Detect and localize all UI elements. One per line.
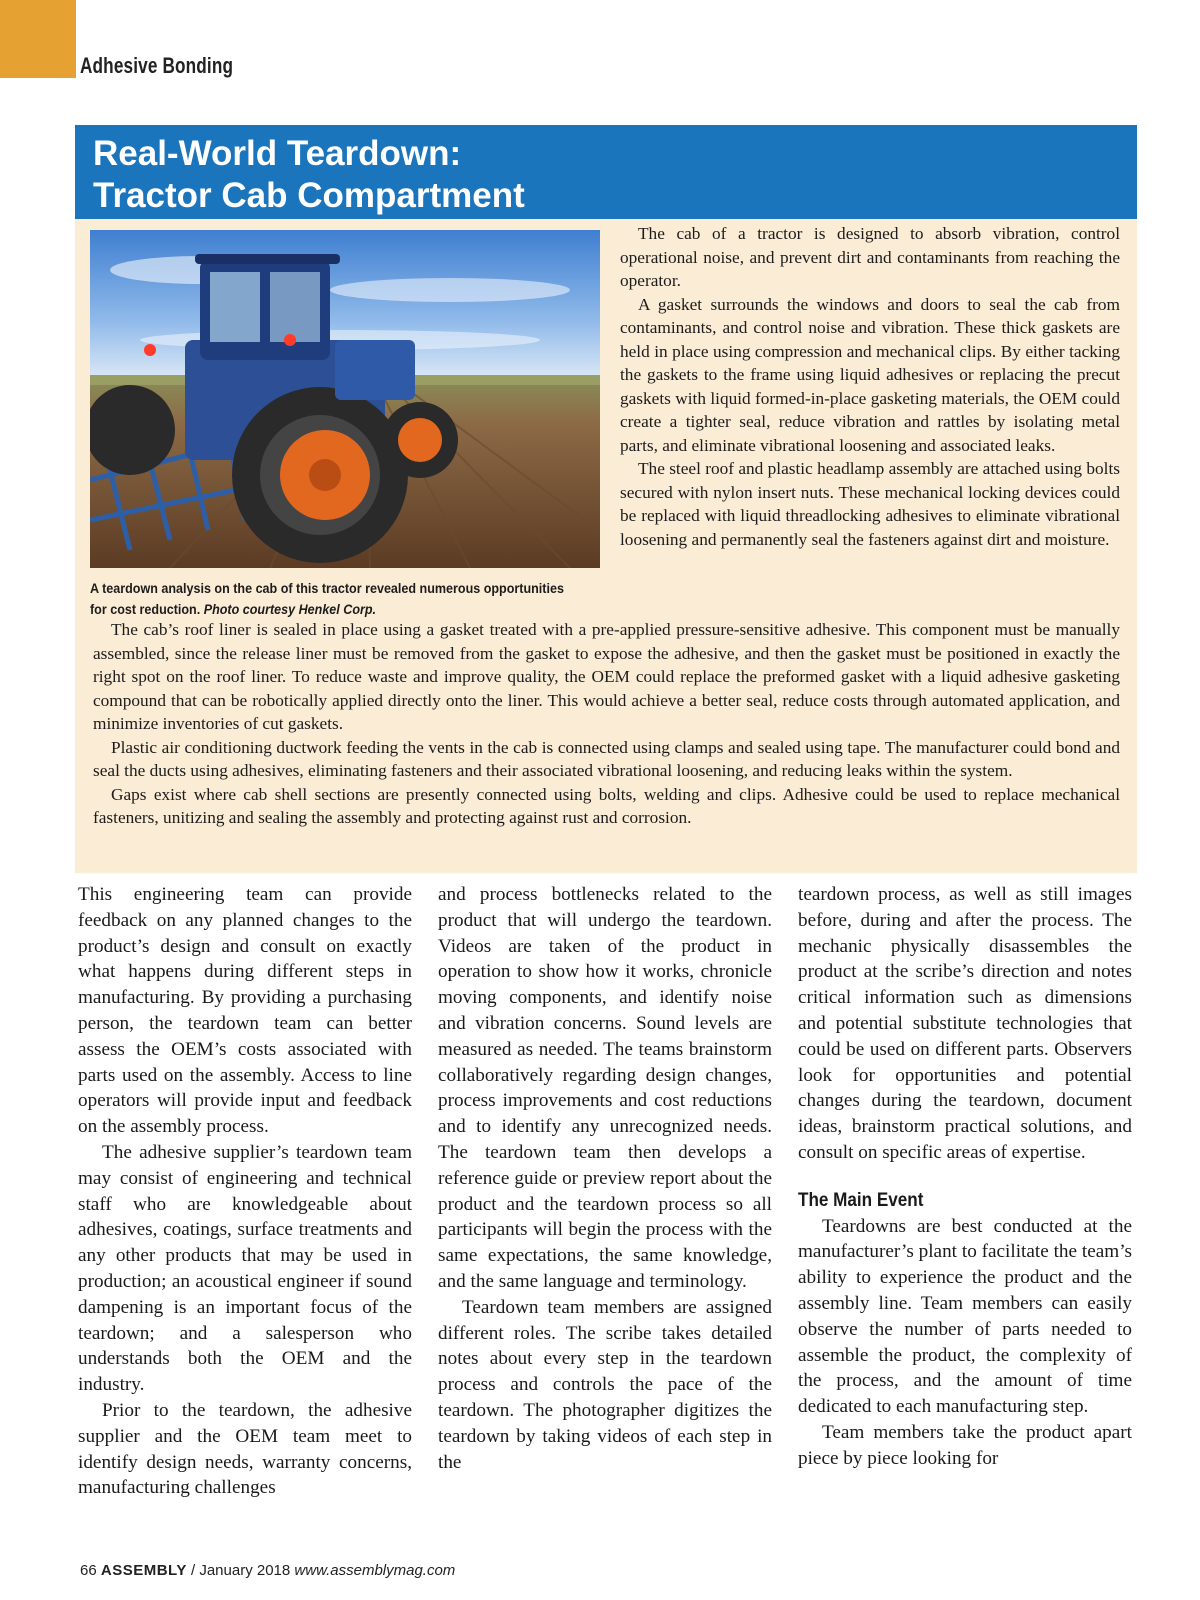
sidebar-title-line-1: Real-World Teardown: xyxy=(93,134,462,173)
body-paragraph: and process bottlenecks related to the product that will undergo the teardown. Videos are taken of the product in operation to show how it works, chronicle moving components, and identify noise and vibration concerns. Sound levels are measured as needed. The teams brainstorm collaboratively regarding design changes, process improvements and cost reductions and to identify any unrecognized needs. The teardown team then develops a reference guide or preview report about the product and the teardown process so all participants will begin the process with the same expectations, the same knowledge, and the same language and terminology. xyxy=(438,884,772,1292)
page-number: 66 xyxy=(80,1562,97,1579)
sidebar-header xyxy=(75,125,1137,219)
body-column-1 xyxy=(78,882,412,1501)
sidebar-paragraph: The steel roof and plastic headlamp assembly are attached using bolts secured with nylon insert nuts. These mechanical locking devices could be replaced with liquid threadlocking adhesives to eliminate vibrational loosening and permanently seal the fasteners against dirt and moisture. xyxy=(620,459,1120,549)
section-accent-tab xyxy=(0,0,76,78)
body-paragraph: Teardowns are best conducted at the manufacturer’s plant to facilitate the team’s ability to experience the product and the assembly line. Team members can easily observe the number of parts needed to assemble the product, the complexity of the process, and the amount of time dedicated to each manufacturing step. xyxy=(798,1215,1132,1418)
page-footer xyxy=(80,1562,455,1579)
sidebar-right-text xyxy=(620,222,1120,551)
body-paragraph: This engineering team can provide feedback on any planned changes to the product’s design and consult on exactly what happens during different steps in manufacturing. By providing a purchasing person, the teardown team can better assess the OEM’s costs associated with parts used on the assembly. Access to line operators will provide input and feedback on the assembly process. xyxy=(78,884,412,1138)
body-paragraph: Teardown team members are assigned different roles. The scribe takes detailed notes about every step in the teardown process and controls the pace of the teardown. The photographer digitizes the teardown by taking videos of each step in the xyxy=(438,1296,772,1473)
body-paragraph: The adhesive supplier’s teardown team may consist of engineering and technical staff who are knowledgeable about adhesives, coatings, surface treatments and any other products that may be used in production; an acoustical engineer if sound dampening is an important focus of the teardown; and a salesperson who understands both the OEM and the industry. xyxy=(78,1141,412,1396)
body-paragraph: Team members take the product apart piece by piece looking for xyxy=(798,1421,1132,1469)
subhead-main-event: The Main Event xyxy=(798,1189,924,1211)
sidebar-box xyxy=(75,125,1137,873)
sidebar-paragraph: Plastic air conditioning ductwork feeding the vents in the cab is connected using clamps and sealed using tape. The manufacturer could bond and seal the ducts using adhesives, eliminating fasteners and their associated vibrational loosening, and reducing leaks within the system. xyxy=(93,737,1120,780)
body-column-2 xyxy=(438,882,772,1475)
body-paragraph: teardown process, as well as still images before, during and after the process. The mechanic physically disassembles the product at the scribe’s direction and notes critical information such as dimensions and potential substitute technologies that could be used on different parts. Observers look for opportunities and potential changes during the teardown, document ideas, brainstorm practical solutions, and consult on specific areas of expertise. xyxy=(798,884,1132,1163)
caption-text: A teardown analysis on the cab of this tractor revealed numerous opportunities for cost reduction. xyxy=(90,581,564,617)
magazine-name: ASSEMBLY xyxy=(100,1562,187,1579)
sidebar-paragraph: The cab’s roof liner is sealed in place using a gasket treated with a pre-applied pressure-sensitive adhesive. This component must be manually assembled, since the release liner must be removed from the gasket to expose the adhesive, and then the gasket must be positioned in exactly the right spot on the roof liner. To reduce waste and improve quality, the OEM could replace the preformed gasket with a liquid adhesive gasketing compound that can be robotically applied directly onto the liner. This would achieve a better seal, reduce costs through automated application, and minimize inventories of cut gaskets. xyxy=(93,620,1120,733)
sidebar-paragraph: Gaps exist where cab shell sections are presently connected using bolts, welding and clips. Adhesive could be used to replace mechanical fasteners, unitizing and sealing the assembly and protecting against rust and corrosion. xyxy=(93,784,1120,827)
photo-caption xyxy=(90,578,564,620)
issue-date: / January 2018 xyxy=(191,1562,291,1579)
sidebar-title xyxy=(93,133,525,217)
sidebar-full-text xyxy=(93,618,1120,830)
sidebar-title-line-2: Tractor Cab Compartment xyxy=(93,176,525,215)
body-paragraph: Prior to the teardown, the adhesive supplier and the OEM team meet to identify design needs, warranty concerns, manufacturing challenges xyxy=(78,1399,412,1499)
caption-credit: Photo courtesy Henkel Corp. xyxy=(203,602,377,617)
sidebar-paragraph: The cab of a tractor is designed to absorb vibration, control operational noise, and prevent dirt and contaminants from reaching the operator. xyxy=(620,224,1120,290)
magazine-url: www.assemblymag.com xyxy=(294,1562,456,1579)
body-column-3 xyxy=(798,882,1132,1472)
tractor-photo xyxy=(90,230,600,568)
sidebar-paragraph: A gasket surrounds the windows and doors to seal the cab from contaminants, and control noise and vibration. These thick gaskets are held in place using compression and mechanical clips. By either tacking the gaskets to the frame using liquid adhesives or replacing the precut gaskets with liquid formed-in-place gasketing materials, the OEM could create a tighter seal, reduce vibration and rattles by isolating metal parts, and eliminate vibrational loosening and associated leaks. xyxy=(620,294,1120,455)
section-label: Adhesive Bonding xyxy=(80,53,234,78)
